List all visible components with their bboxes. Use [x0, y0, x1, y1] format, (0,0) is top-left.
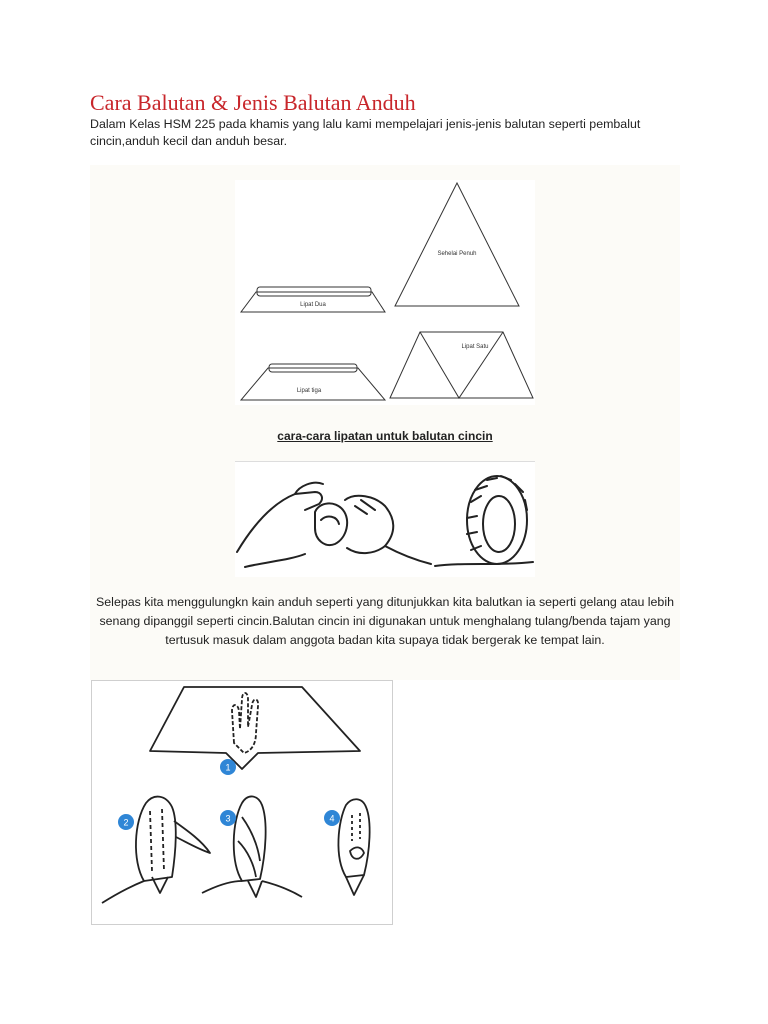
folding-diagram	[235, 180, 535, 405]
step3-arm	[234, 796, 266, 881]
page-title: Cara Balutan & Jenis Balutan Anduh	[90, 90, 416, 115]
hands-ring-svg	[235, 462, 535, 577]
step1-triangle	[150, 687, 360, 769]
fold-three-shape	[241, 368, 385, 400]
sling-steps-svg	[92, 681, 392, 924]
label-lipat-dua: Lipat Dua	[300, 302, 326, 308]
label-lipat-satu: Lipat Satu	[461, 344, 489, 350]
right-hand-shape	[345, 496, 393, 553]
step4-arm	[338, 799, 369, 877]
step2-arm	[136, 797, 176, 881]
label-lipat-tiga: Lipat tiga	[296, 388, 322, 394]
left-hand-shape	[237, 492, 322, 552]
label-sehelai-penuh: Sehelai Penuh	[437, 251, 477, 257]
ring-bandage-paragraph: Selepas kita menggulungkn kain anduh seperti yang ditunjukkan kita balutkan ia seperti gelang atau lebih senang dipanggil seperti cincin.Balutan cincin ini digunakan untuk menghalang tulang/benda tajam yang tertusuk masuk dalam anggota badan kita supaya tidak bergerak ke tempat lain.	[96, 595, 674, 647]
intro-paragraph: Dalam Kelas HSM 225 pada khamis yang lalu kami mempelajari jenis-jenis balutan seperti pembalut cincin,anduh kecil dan anduh besar.	[90, 117, 641, 148]
svg-text:4: 4	[329, 813, 335, 824]
figure-caption: cara-cara lipatan untuk balutan cincin	[277, 429, 493, 443]
svg-text:3: 3	[225, 813, 231, 824]
step-badges	[118, 759, 340, 830]
folding-diagram-svg	[235, 180, 535, 405]
fold-one-inner	[420, 332, 503, 398]
step1-hand	[232, 693, 258, 753]
sling-steps-illustration	[91, 680, 393, 925]
fold-one-outline	[390, 332, 533, 398]
svg-text:2: 2	[123, 817, 129, 828]
full-triangle-shape	[395, 183, 519, 306]
ring-pad-inner	[483, 496, 515, 552]
svg-text:1: 1	[225, 762, 231, 773]
content-panel	[90, 165, 680, 680]
hands-ring-illustration	[235, 461, 535, 577]
rolled-bandage-shape	[315, 503, 347, 545]
